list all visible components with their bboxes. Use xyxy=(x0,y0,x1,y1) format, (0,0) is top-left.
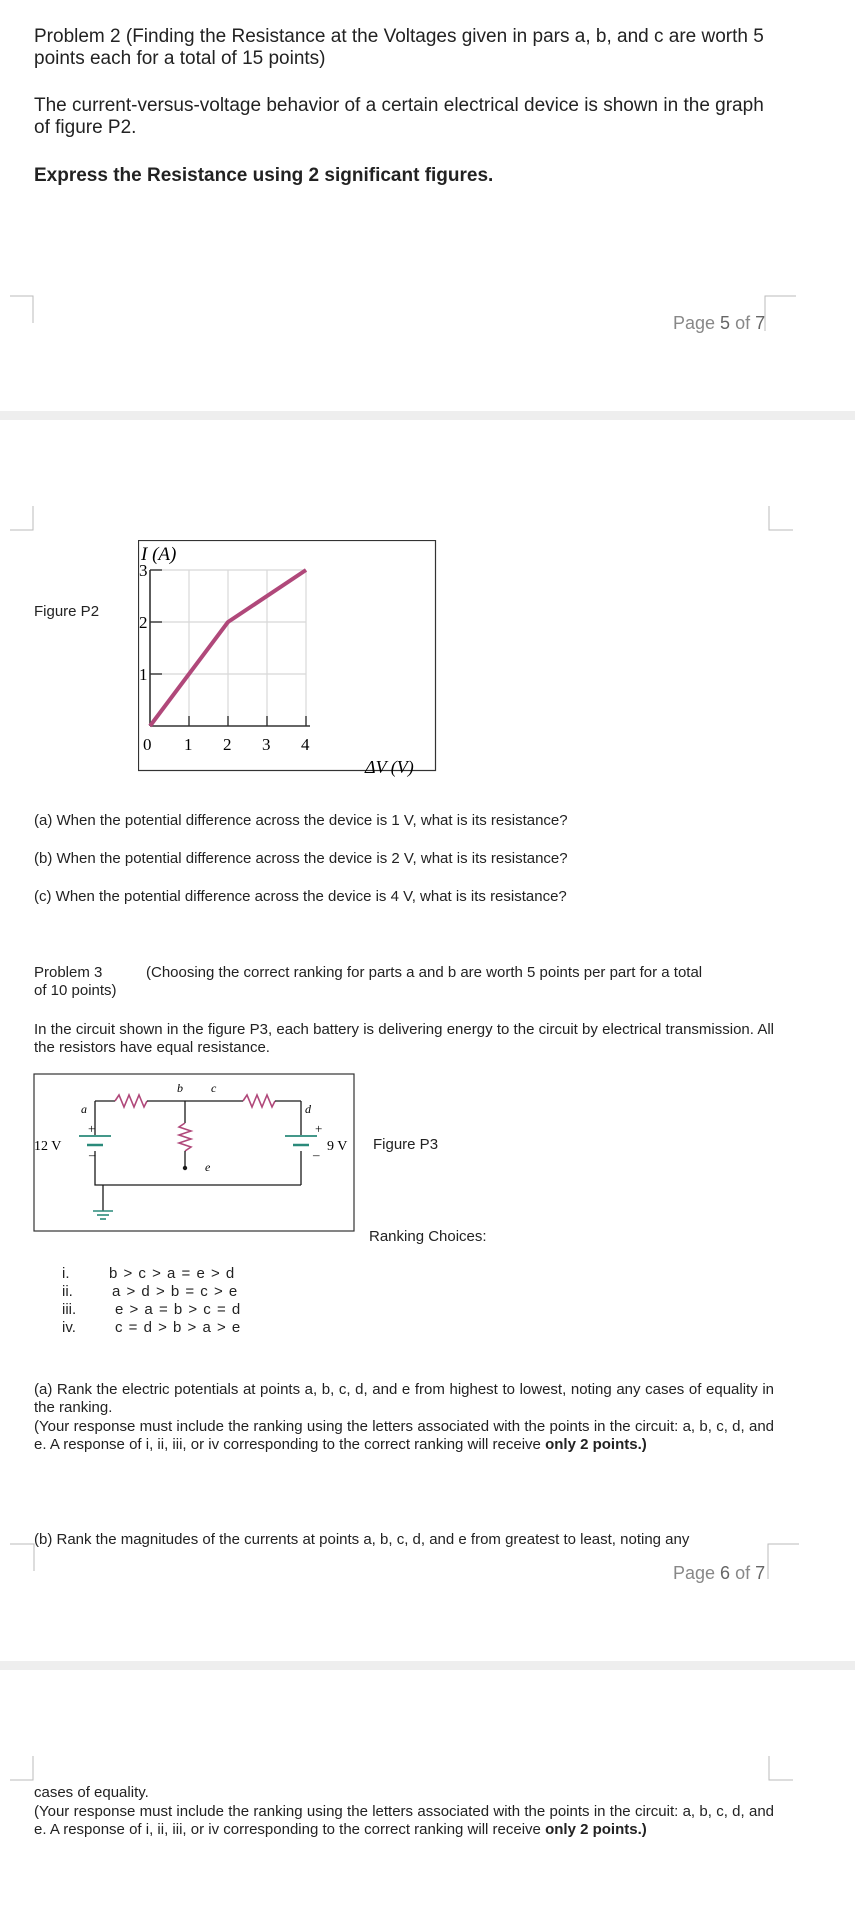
x-axis-label: ΔV (V) xyxy=(365,757,414,777)
ranking-item: ii. a > d > b = c > e xyxy=(62,1283,239,1300)
question-b: (b) When the potential difference across the device is 2 V, what is its resistance? xyxy=(34,850,568,867)
crop-mark xyxy=(766,506,796,536)
page-divider xyxy=(0,1661,855,1670)
point-c-label: c xyxy=(211,1081,217,1095)
y-tick-label: 1 xyxy=(139,665,148,684)
circuit-frame xyxy=(34,1074,354,1231)
question-a: (a) When the potential difference across the device is 1 V, what is its resistance? xyxy=(34,812,568,829)
figure-p2-graph xyxy=(138,540,438,802)
y-tick-label: 2 xyxy=(139,613,148,632)
crop-mark xyxy=(762,295,798,335)
crop-mark xyxy=(10,295,40,325)
crop-mark xyxy=(766,1756,796,1786)
part-b-note: (Your response must include the ranking using the letters associated with the points in the circuit: a, b, c, d, and e. A response of i, ii, iii, or iv corresponding to the correct ranking will receive only 2 points.) xyxy=(34,1803,774,1838)
crop-mark xyxy=(10,506,40,536)
x-tick-label: 3 xyxy=(262,735,271,754)
battery-left-plus: + xyxy=(88,1121,96,1136)
figure-p3-label: Figure P3 xyxy=(373,1136,439,1153)
point-e-label: e xyxy=(205,1160,211,1174)
part-b-question: (b) Rank the magnitudes of the currents at points a, b, c, d, and e from greatest to least, noting any xyxy=(34,1531,690,1548)
point-b-label: b xyxy=(177,1081,183,1095)
ranking-title: Ranking Choices: xyxy=(369,1228,487,1245)
part-b-continuation: cases of equality. xyxy=(34,1784,149,1801)
page-number: Page 6 of 7 xyxy=(673,1563,766,1583)
battery-right-plus: + xyxy=(315,1121,323,1136)
instruction: Express the Resistance using 2 significant figures. xyxy=(34,165,494,186)
page-divider xyxy=(0,411,855,420)
y-axis-label: I (A) xyxy=(141,544,177,565)
problem3-header-cont: of 10 points) xyxy=(34,982,117,999)
origin-label: 0 xyxy=(143,735,152,754)
ranking-list xyxy=(62,1265,282,1337)
x-tick-label: 1 xyxy=(184,735,193,754)
problem3-label: Problem 3 xyxy=(34,964,103,981)
figure-p3-circuit xyxy=(33,1073,357,1237)
problem2-header: Problem 2 (Finding the Resistance at the Voltages given in pars a, b, and c are worth 5 points each for a total of 15 points) xyxy=(34,26,764,69)
crop-mark xyxy=(765,1543,801,1583)
figure-p2-label: Figure P2 xyxy=(34,603,100,620)
x-tick-label: 4 xyxy=(301,735,310,754)
x-tick-label: 2 xyxy=(223,735,232,754)
point-a-label: a xyxy=(81,1102,87,1116)
battery-left-minus: – xyxy=(89,1147,96,1162)
battery-left-label: 12 V xyxy=(34,1139,62,1154)
problem3-intro: In the circuit shown in the figure P3, each battery is delivering energy to the circuit by electrical transmission. All the resistors have equal resistance. xyxy=(34,1021,774,1056)
crop-mark xyxy=(10,1756,40,1786)
question-c: (c) When the potential difference across the device is 4 V, what is its resistance? xyxy=(34,888,567,905)
battery-right-label: 9 V xyxy=(327,1139,348,1154)
crop-mark xyxy=(10,1543,40,1573)
y-tick-label: 3 xyxy=(139,561,148,580)
problem2-intro: The current-versus-voltage behavior of a certain electrical device is shown in the graph of figure P2. xyxy=(34,95,764,138)
part-a-note: (Your response must include the ranking using the letters associated with the points in the circuit: a, b, c, d, and e. A response of i, ii, iii, or iv corresponding to the correct ranking will receive only 2 points.) xyxy=(34,1418,774,1453)
problem3-header: (Choosing the correct ranking for parts a and b are worth 5 points per part for a total xyxy=(146,964,703,981)
part-a-question: (a) Rank the electric potentials at points a, b, c, d, and e from highest to lowest, noting any cases of equality in the ranking. xyxy=(34,1381,774,1416)
ranking-item: i. b > c > a = e > d xyxy=(62,1265,236,1282)
ranking-item: iii. e > a = b > c = d xyxy=(62,1301,242,1318)
page-number: Page 5 of 7 xyxy=(673,313,766,333)
point-d-label: d xyxy=(305,1102,311,1116)
battery-right-minus: – xyxy=(313,1147,320,1162)
ranking-item: iv. c = d > b > a > e xyxy=(62,1319,242,1336)
